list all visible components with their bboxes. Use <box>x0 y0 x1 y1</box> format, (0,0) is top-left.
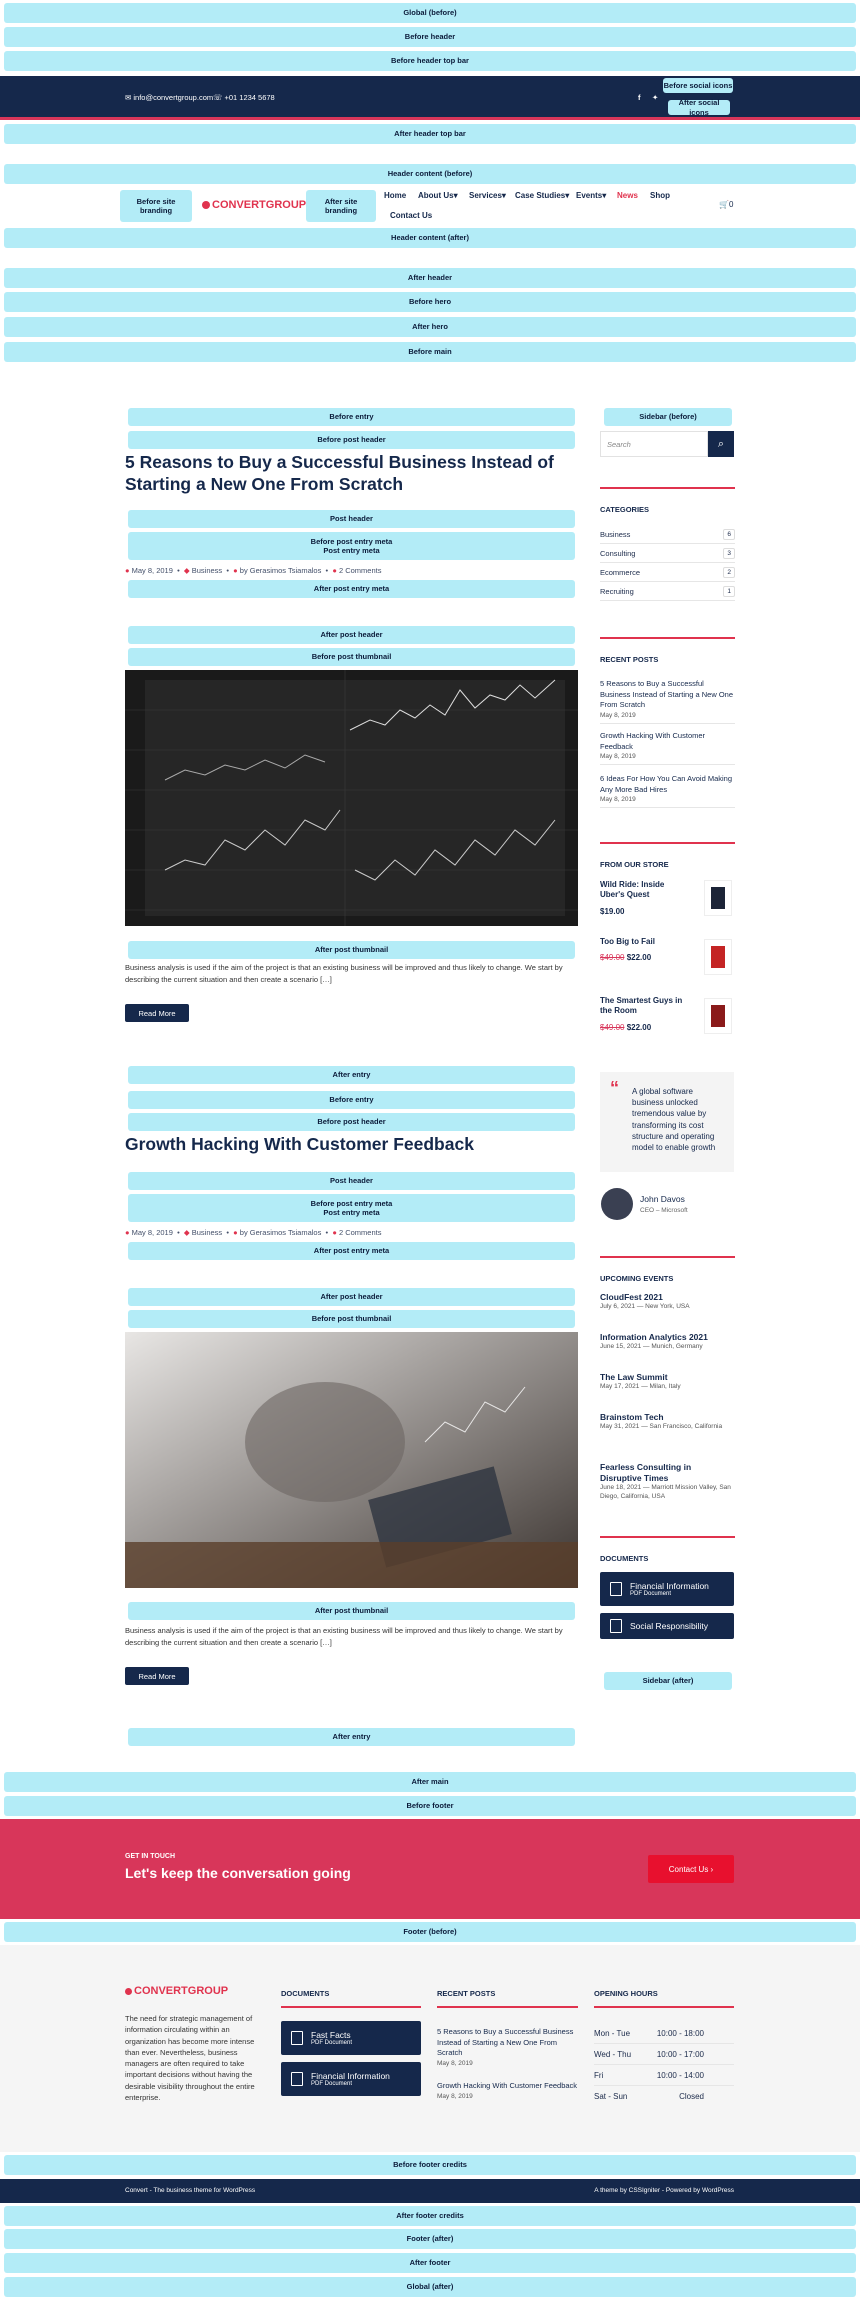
footer-recent-title: RECENT POSTS <box>437 1989 578 2008</box>
mail-icon: ✉ <box>125 93 134 102</box>
hook-before-hero: Before hero <box>4 292 856 312</box>
hook-after-entry: After entry <box>128 1728 575 1746</box>
post-date[interactable]: May 8, 2019 <box>131 566 173 575</box>
pdf-icon <box>291 2031 303 2045</box>
post-category[interactable]: Business <box>191 566 223 575</box>
tag-icon: ◆ <box>183 566 190 575</box>
search-input[interactable]: Search <box>600 431 708 457</box>
footer-recent-post[interactable]: 5 Reasons to Buy a Successful Business Instead of Starting a New One From Scratch May 8, 2019 <box>437 2027 574 2067</box>
footer-widgets <box>0 1945 860 2152</box>
hook-after-post-header: After post header <box>128 626 575 644</box>
twitter-icon[interactable]: ✦ <box>652 93 659 102</box>
facebook-icon[interactable]: f <box>638 93 641 102</box>
event-item[interactable]: CloudFest 2021 July 6, 2021 — New York, USA <box>600 1292 690 1311</box>
hook-post-entry-meta: Before post entry meta Post entry meta <box>128 532 575 560</box>
cart-button[interactable]: 🛒0 <box>719 200 734 209</box>
sidebar-events-title: UPCOMING EVENTS <box>600 1256 735 1283</box>
hook-before-header: Before header <box>4 27 856 47</box>
testimonial-text: A global software business unlocked tremendous value by transforming its cost structure and operating model to enable growth <box>632 1087 716 1152</box>
hook-after-social-icons: After social icons <box>668 100 730 115</box>
search-button[interactable] <box>708 431 734 457</box>
hook-after-header-top-bar: After header top bar <box>4 124 856 144</box>
store-item[interactable]: The Smartest Guys in the Room $49.00 $22.00 <box>600 996 683 1032</box>
cta-section <box>0 1819 860 1919</box>
header-top-bar <box>0 76 860 120</box>
post-excerpt: Business analysis is used if the aim of the project is that an existing business will be improved and thus likely to change. We start by describing the current situation and then create a scenario […] <box>125 963 563 984</box>
post-comments[interactable]: 2 Comments <box>338 1228 382 1237</box>
event-item[interactable]: The Law Summit May 17, 2021 — Milan, Italy <box>600 1372 681 1391</box>
footer-credits <box>0 2179 860 2203</box>
document-financial-information[interactable]: Financial Information PDF Document <box>600 1572 734 1606</box>
post-thumbnail-image[interactable] <box>125 1332 578 1588</box>
quote-icon: “ <box>610 1078 619 1098</box>
phone-icon: ☏ <box>213 93 225 102</box>
hook-after-footer: After footer <box>4 2253 856 2273</box>
event-item[interactable]: Information Analytics 2021 June 15, 2021 — Munich, Germany <box>600 1332 708 1351</box>
hook-post-header: Post header <box>128 1172 575 1190</box>
hours-row: Fri 10:00 - 14:00 <box>594 2065 734 2086</box>
comment-icon: ● <box>332 566 337 575</box>
category-item[interactable]: Ecommerce 2 <box>600 563 735 582</box>
store-item[interactable]: Too Big to Fail $49.00 $22.00 <box>600 937 655 963</box>
hook-after-main: After main <box>4 1772 856 1792</box>
topbar-accent-line <box>0 117 860 120</box>
post-author[interactable]: by Gerasimos Tsiamalos <box>239 1228 322 1237</box>
hook-sidebar-before: Sidebar (before) <box>604 408 732 426</box>
topbar-email[interactable]: ✉ info@convertgroup.com <box>125 93 214 102</box>
nav-case-studies[interactable]: Case Studies▾ <box>515 191 570 200</box>
hours-row: Wed - Thu 10:00 - 17:00 <box>594 2044 734 2065</box>
hook-after-post-entry-meta: After post entry meta <box>128 1242 575 1260</box>
hook-after-post-header: After post header <box>128 1288 575 1306</box>
hook-post-header: Post header <box>128 510 575 528</box>
topbar-phone[interactable]: ☏ +01 1234 5678 <box>213 93 275 102</box>
nav-about-us[interactable]: About Us▾ <box>418 191 458 200</box>
hook-before-footer-credits: Before footer credits <box>4 2155 856 2175</box>
hook-after-site-branding: After site branding <box>306 190 376 222</box>
credits-right: A theme by CSSIgniter - Powered by WordPress <box>594 2187 734 2194</box>
contact-us-button[interactable]: Contact Us › <box>648 1855 734 1883</box>
read-more-button[interactable]: Read More <box>125 1004 189 1022</box>
post-meta: ● May 8, 2019 • ◆ Business • ● by Gerasimos Tsiamalos • ● 2 Comments <box>125 566 382 575</box>
credits-left: Convert - The business theme for WordPress <box>125 2187 256 2194</box>
hook-after-footer-credits: After footer credits <box>4 2206 856 2226</box>
post-title[interactable]: 5 Reasons to Buy a Successful Business Instead of Starting a New One From Scratch <box>125 452 554 494</box>
event-item[interactable]: Fearless Consulting in Disruptive Times June 18, 2021 — Marriott Mission Valley, San Diego, California, USA <box>600 1462 731 1500</box>
search-icon: ⌕ <box>717 437 725 450</box>
hook-before-post-header: Before post header <box>128 431 575 449</box>
pdf-icon <box>610 1582 622 1596</box>
clock-icon: ● <box>125 566 130 575</box>
pdf-icon <box>610 1619 622 1633</box>
document-social-responsibility[interactable]: Social Responsibility <box>600 1613 734 1639</box>
post-author[interactable]: by Gerasimos Tsiamalos <box>239 566 322 575</box>
hook-global-before: Global (before) <box>4 3 856 23</box>
category-item[interactable]: Business 6 <box>600 525 735 544</box>
hook-before-post-thumbnail: Before post thumbnail <box>128 1310 575 1328</box>
cta-kicker: GET IN TOUCH <box>125 1853 176 1860</box>
nav-shop[interactable]: Shop <box>650 191 670 200</box>
nav-contact-us[interactable]: Contact Us <box>390 211 433 220</box>
hook-footer-after: Footer (after) <box>4 2229 856 2249</box>
post-category[interactable]: Business <box>191 1228 223 1237</box>
site-logo[interactable]: CONVERTGROUP <box>202 199 306 211</box>
footer-logo[interactable]: CONVERTGROUP <box>125 1985 228 1997</box>
post-excerpt: Business analysis is used if the aim of the project is that an existing business will be improved and thus likely to change. We start by describing the current situation and then create a scenario […] <box>125 1626 563 1647</box>
book-cover-image[interactable] <box>704 939 732 975</box>
hook-after-post-thumbnail: After post thumbnail <box>128 1602 575 1620</box>
hours-row: Mon - Tue 10:00 - 18:00 <box>594 2023 734 2044</box>
clock-icon: ● <box>125 1228 130 1237</box>
cart-icon: 🛒 <box>719 200 729 209</box>
testimonial-card <box>600 1072 734 1172</box>
sidebar-store-title: FROM OUR STORE <box>600 842 735 869</box>
post-thumbnail-image[interactable] <box>125 670 578 926</box>
hook-before-post-thumbnail: Before post thumbnail <box>128 648 575 666</box>
hook-sidebar-after: Sidebar (after) <box>604 1672 732 1690</box>
hook-before-main: Before main <box>4 342 856 362</box>
category-item[interactable]: Consulting 3 <box>600 544 735 563</box>
hook-before-footer: Before footer <box>4 1796 856 1816</box>
testimonial-role: CEO – Microsoft <box>640 1207 688 1214</box>
hook-after-post-thumbnail: After post thumbnail <box>128 941 575 959</box>
book-cover-image[interactable] <box>704 998 732 1034</box>
hook-after-hero: After hero <box>4 317 856 337</box>
hook-before-header-top-bar: Before header top bar <box>4 51 856 71</box>
recent-post-item[interactable]: 6 Ideas For How You Can Avoid Making Any More Bad Hires May 8, 2019 <box>600 774 735 808</box>
post-meta: ● May 8, 2019 • ◆ Business • ● by Gerasimos Tsiamalos • ● 2 Comments <box>125 1228 382 1237</box>
hook-header-content-before: Header content (before) <box>4 164 856 184</box>
comment-icon: ● <box>332 1228 337 1237</box>
store-item[interactable]: Wild Ride: Inside Uber's Quest $19.00 <box>600 880 665 916</box>
hook-global-after: Global (after) <box>4 2277 856 2297</box>
event-item[interactable]: Brainstom Tech May 31, 2021 — San Francisco, California <box>600 1412 723 1431</box>
footer-about-text: The need for strategic management of information circulating within an organization has become more intense than ever. Nevertheless, business managers are often required to take important decisions without having the desirable visibility throughout the entire enterprise. <box>125 2014 255 2102</box>
nav-news[interactable]: News <box>617 191 638 200</box>
recent-post-item[interactable]: Growth Hacking With Customer Feedback May 8, 2019 <box>600 731 735 765</box>
recent-post-item[interactable]: 5 Reasons to Buy a Successful Business Instead of Starting a New One From Scratch May 8, 2019 <box>600 679 735 724</box>
tag-icon: ◆ <box>183 1228 190 1237</box>
avatar <box>601 1188 633 1220</box>
sidebar-recent-title: RECENT POSTS <box>600 637 735 664</box>
category-item[interactable]: Recruiting 1 <box>600 582 735 601</box>
user-icon: ● <box>233 566 238 575</box>
hook-footer-before: Footer (before) <box>4 1922 856 1942</box>
hook-after-header: After header <box>4 268 856 288</box>
cta-heading: Let's keep the conversation going <box>125 1865 351 1881</box>
document-financial-information[interactable]: Financial Information PDF Document <box>281 2062 421 2096</box>
testimonial-name: John Davos <box>640 1194 685 1204</box>
hook-before-site-branding: Before site branding <box>120 190 192 222</box>
hook-before-social-icons: Before social icons <box>663 78 733 93</box>
user-icon: ● <box>233 1228 238 1237</box>
hook-after-post-entry-meta: After post entry meta <box>128 580 575 598</box>
book-cover-image[interactable] <box>704 880 732 916</box>
hours-row: Sat - Sun Closed <box>594 2092 704 2101</box>
hook-header-content-after: Header content (after) <box>4 228 856 248</box>
hook-before-entry: Before entry <box>128 1091 575 1109</box>
post-date[interactable]: May 8, 2019 <box>131 1228 173 1237</box>
footer-recent-post[interactable]: Growth Hacking With Customer Feedback May 8, 2019 <box>437 2081 578 2100</box>
sidebar-categories-title: CATEGORIES <box>600 487 735 514</box>
nav-services[interactable]: Services▾ <box>469 191 506 200</box>
hook-post-entry-meta: Before post entry meta Post entry meta <box>128 1194 575 1222</box>
hook-after-entry: After entry <box>128 1066 575 1084</box>
hook-before-post-header: Before post header <box>128 1113 575 1131</box>
footer-documents-title: DOCUMENTS <box>281 1989 421 2008</box>
document-fast-facts[interactable]: Fast Facts PDF Document <box>281 2021 421 2055</box>
footer-hours-title: OPENING HOURS <box>594 1989 734 2008</box>
hook-before-entry: Before entry <box>128 408 575 426</box>
sidebar-documents-title: DOCUMENTS <box>600 1536 735 1563</box>
read-more-button[interactable]: Read More <box>125 1667 189 1685</box>
post-comments[interactable]: 2 Comments <box>338 566 382 575</box>
nav-home[interactable]: Home <box>384 191 407 200</box>
pdf-icon <box>291 2072 303 2086</box>
nav-events[interactable]: Events▾ <box>576 191 607 200</box>
post-title[interactable]: Growth Hacking With Customer Feedback <box>125 1134 474 1154</box>
